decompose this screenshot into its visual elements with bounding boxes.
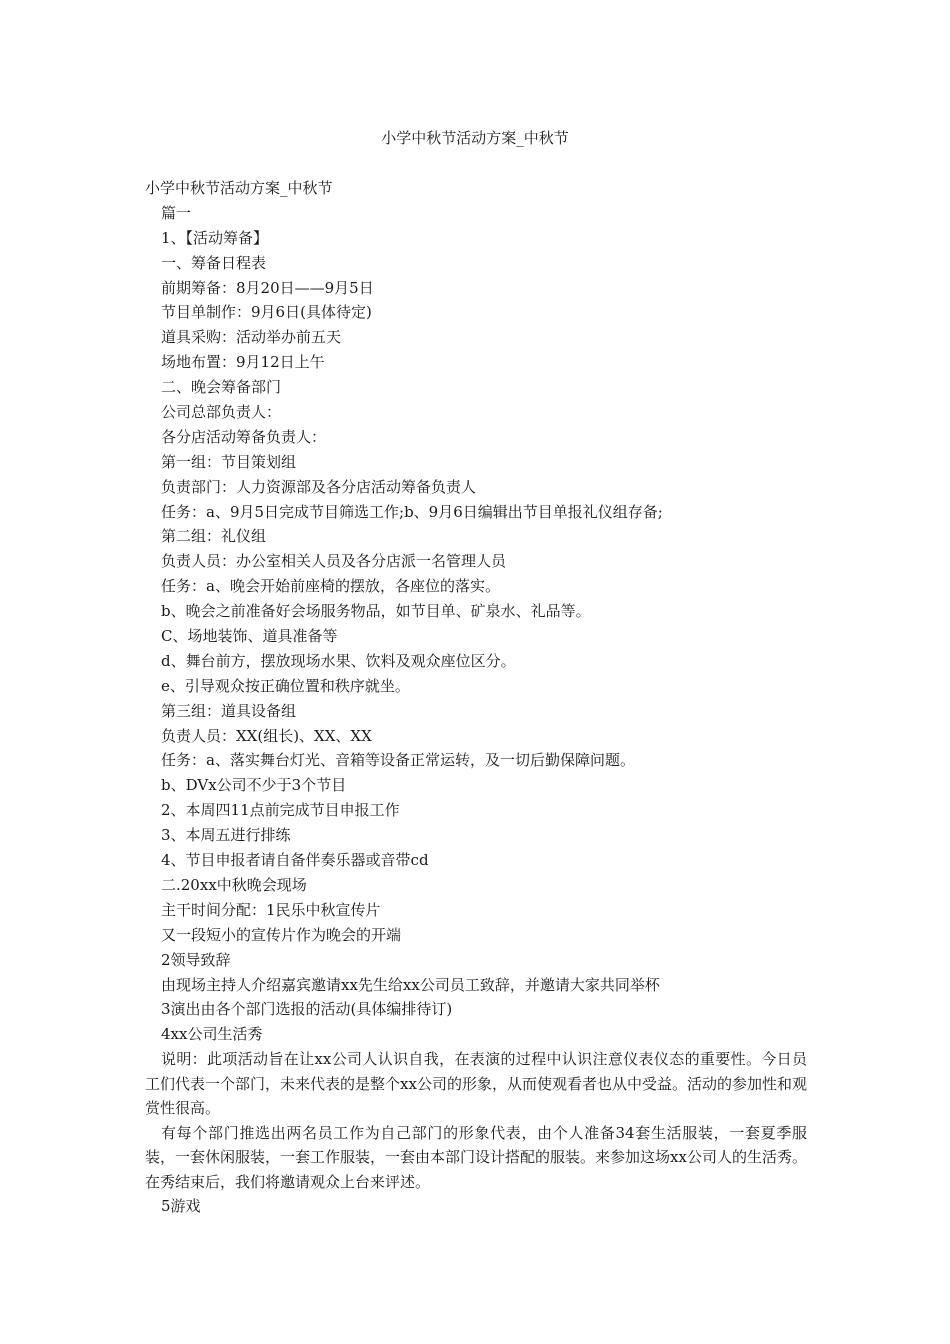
text-line: 任务：a、9月5日完成节目筛选工作;b、9月6日编辑出节目单报礼仪组存备; — [161, 502, 663, 521]
text-line: C、场地装饰、道具准备等 — [161, 627, 338, 646]
text-line: 3、本周五进行排练 — [161, 826, 291, 845]
text-line: 2、本周四11点前完成节目申报工作 — [161, 801, 400, 820]
text-line: 第一组：节目策划组 — [161, 452, 297, 471]
text-line: d、舞台前方，摆放现场水果、饮料及观众座位区分。 — [161, 651, 516, 670]
text-line: 负责部门：人力资源部及各分店活动筹备负责人 — [161, 477, 477, 496]
text-line: 道具采购：活动举办前五天 — [161, 328, 342, 347]
paragraph-description: 说明：此项活动旨在让xx公司人认识自我，在表演的过程中认识注意仪表仪态的重要性。今日员工们代表一个部门，未来代表的是整个xx公司的形象，从而使观看者也从中受益。活动的参加性和观赏性很高。 — [145, 1050, 807, 1118]
text-line: 主干时间分配：1民乐中秋宣传片 — [161, 900, 381, 919]
text-line: 5游戏 — [161, 1197, 201, 1216]
text-line: 3演出由各个部门选报的活动(具体编排待订) — [161, 1000, 453, 1019]
text-line: 公司总部负责人： — [161, 403, 282, 422]
text-line: 由现场主持人介绍嘉宾邀请xx先生给xx公司员工致辞，并邀请大家共同举杯 — [161, 975, 660, 994]
text-line: b、DVx公司不少于3个节目 — [161, 776, 347, 795]
text-line: 前期筹备：8月20日——9月5日 — [161, 278, 374, 297]
text-line: 各分店活动筹备负责人： — [161, 427, 327, 446]
text-line: 任务：a、晚会开始前座椅的摆放，各座位的落实。 — [161, 577, 500, 596]
text-line: 任务：a、落实舞台灯光、音箱等设备正常运转，及一切后勤保障问题。 — [161, 751, 635, 770]
text-line: 2领导致辞 — [161, 950, 231, 969]
text-line: 4、节目申报者请自备伴奏乐器或音带cd — [161, 851, 429, 870]
document-heading: 小学中秋节活动方案_中秋节 — [145, 179, 333, 197]
document-title: 小学中秋节活动方案_中秋节 — [381, 129, 569, 147]
text-line: 第二组：礼仪组 — [161, 527, 267, 546]
text-line: 1、【活动筹备】 — [161, 228, 269, 247]
text-line: e、引导观众按正确位置和秩序就坐。 — [161, 676, 410, 695]
text-line: 场地布置：9月12日上午 — [161, 353, 325, 372]
text-line: 二、晚会筹备部门 — [161, 378, 282, 397]
document-body — [145, 176, 807, 1219]
text-line: 又一段短小的宣传片作为晚会的开端 — [161, 925, 402, 944]
text-line: 一、筹备日程表 — [161, 253, 267, 272]
text-line: 二.20xx中秋晚会现场 — [161, 875, 307, 894]
text-line: 篇一 — [161, 203, 192, 222]
text-line: b、晚会之前准备好会场服务物品，如节目单、矿泉水、礼品等。 — [161, 602, 591, 621]
text-line: 负责人员：办公室相关人员及各分店派一名管理人员 — [161, 552, 507, 571]
text-line: 4xx公司生活秀 — [161, 1025, 263, 1044]
text-line: 负责人员：XX(组长)、XX、XX — [161, 726, 372, 745]
paragraph-fashion-show: 有每个部门推选出两名员工作为自己部门的形象代表，由个人准备34套生活服装，一套夏季服装，一套休闲服装，一套工作服装，一套由本部门设计搭配的服装。来参加这场xx公司人的生活秀。在秀结束后，我们将邀请观众上台来评述。 — [145, 1123, 807, 1191]
text-line: 第三组：道具设备组 — [161, 701, 297, 720]
text-line: 节目单制作：9月6日(具体待定) — [161, 303, 372, 322]
